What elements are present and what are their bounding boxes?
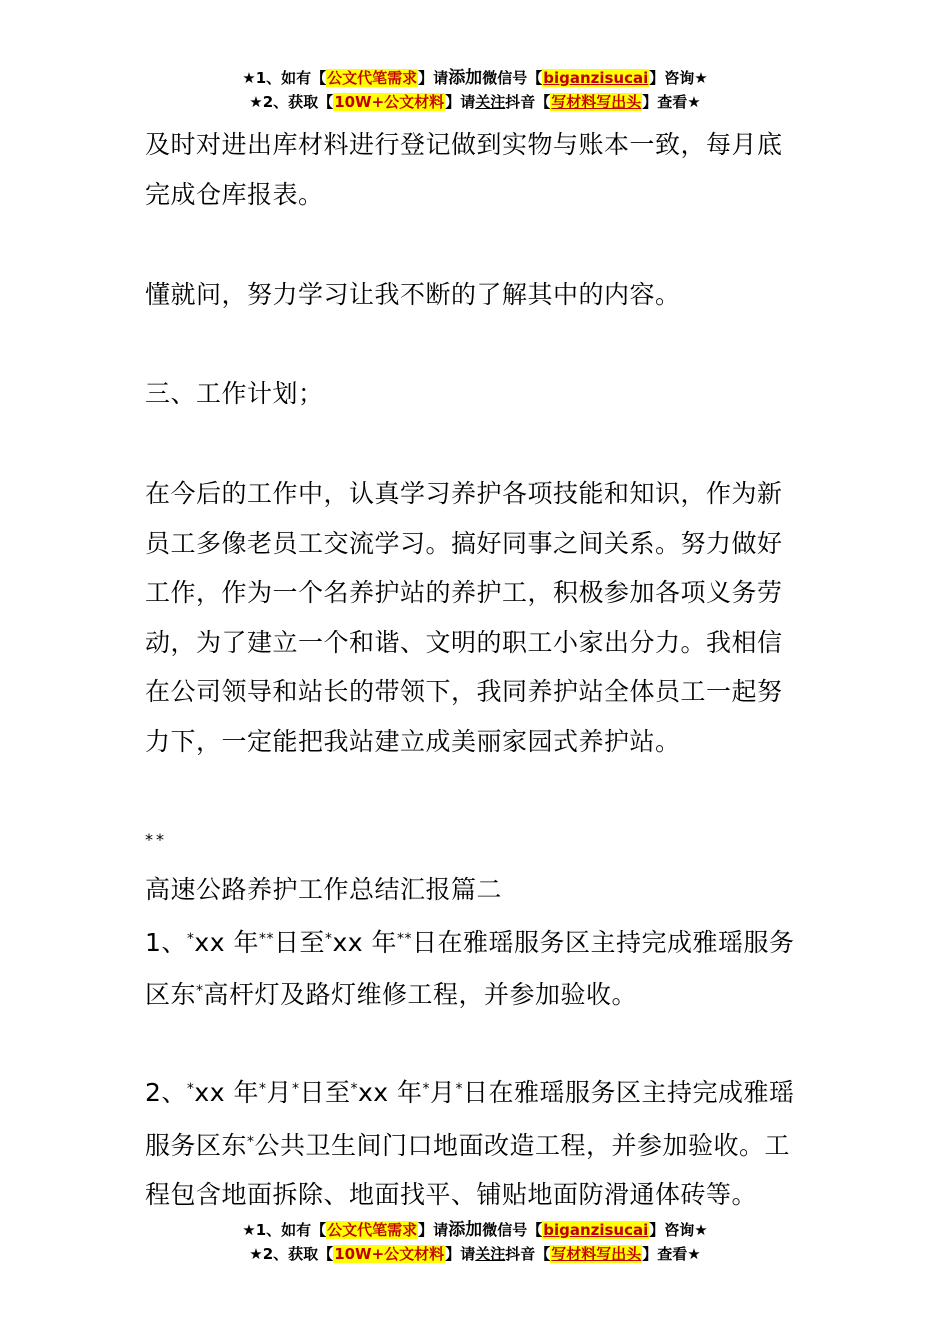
- wechat-id[interactable]: biganzisucai: [543, 69, 649, 87]
- list-item: 区东*高杆灯及路灯维修工程，并参加验收。: [145, 980, 638, 1010]
- list-item: 2、*xx 年*月*日至*xx 年*月*日在雅瑶服务区主持完成雅瑶: [145, 1078, 795, 1107]
- stars-block: [145, 815, 810, 865]
- paragraph-line: 在今后的工作中，认真学习养护各项技能和知识，作为新: [145, 479, 783, 508]
- paragraph-block: [145, 270, 810, 320]
- banner-line-2: ★2、获取【10W+公文材料】请关注抖音【写材料写出头】查看★: [249, 1245, 701, 1263]
- list-item: 1、*xx 年**日至*xx 年**日在雅瑶服务区主持完成雅瑶服务: [145, 927, 795, 957]
- banner-line-1: ★1、如有【公文代笔需求】请添加微信号【biganzisucai】咨询★: [242, 68, 708, 88]
- section-heading: 三、工作计划；: [145, 379, 324, 408]
- document-body: [145, 120, 810, 219]
- douyin-account[interactable]: 写材料写出头: [551, 1245, 642, 1263]
- paragraph-line: 员工多像老员工交流学习。搞好同事之间关系。努力做好: [145, 528, 783, 558]
- paragraph-line: 完成仓库报表。: [145, 179, 324, 209]
- article-heading-block: [145, 865, 810, 1020]
- banner-line-2: ★2、获取【10W+公文材料】请关注抖音【写材料写出头】查看★: [249, 93, 701, 111]
- article-heading: 高速公路养护工作总结汇报篇二: [145, 875, 503, 904]
- separator-stars: **: [145, 830, 167, 849]
- top-banner: [0, 66, 950, 114]
- bottom-banner: [0, 1218, 950, 1266]
- banner-highlight: 10W+公文材料: [334, 93, 445, 111]
- banner-highlight: 公文代笔需求: [327, 1221, 418, 1239]
- paragraph-line: 在公司领导和站长的带领下，我同养护站全体员工一起努: [145, 677, 783, 707]
- paragraph-line: 工作，作为一个名养护站的养护工，积极参加各项义务劳: [145, 578, 783, 608]
- list-item: 程包含地面拆除、地面找平、铺贴地面防滑通体砖等。: [145, 1180, 758, 1210]
- paragraph-line: 力下，一定能把我站建立成美丽家园式养护站。: [145, 726, 681, 756]
- list-item-block: [145, 1065, 810, 1220]
- paragraph-line: 及时对进出库材料进行登记做到实物与账本一致，每月底: [145, 130, 783, 159]
- douyin-account[interactable]: 写材料写出头: [551, 93, 642, 111]
- list-item: 服务区东*公共卫生间门口地面改造工程，并参加验收。工: [145, 1130, 791, 1160]
- paragraph-line: 动，为了建立一个和谐、文明的职工小家出分力。我相信: [145, 627, 783, 657]
- paragraph-line: 懂就问，努力学习让我不断的了解其中的内容。: [145, 280, 681, 309]
- section-heading-block: [145, 369, 810, 419]
- banner-line-1: ★1、如有【公文代笔需求】请添加微信号【biganzisucai】咨询★: [242, 1220, 708, 1240]
- banner-highlight: 10W+公文材料: [334, 1245, 445, 1263]
- wechat-id[interactable]: biganzisucai: [543, 1221, 649, 1239]
- paragraph-block: [145, 469, 810, 767]
- banner-highlight: 公文代笔需求: [327, 69, 418, 87]
